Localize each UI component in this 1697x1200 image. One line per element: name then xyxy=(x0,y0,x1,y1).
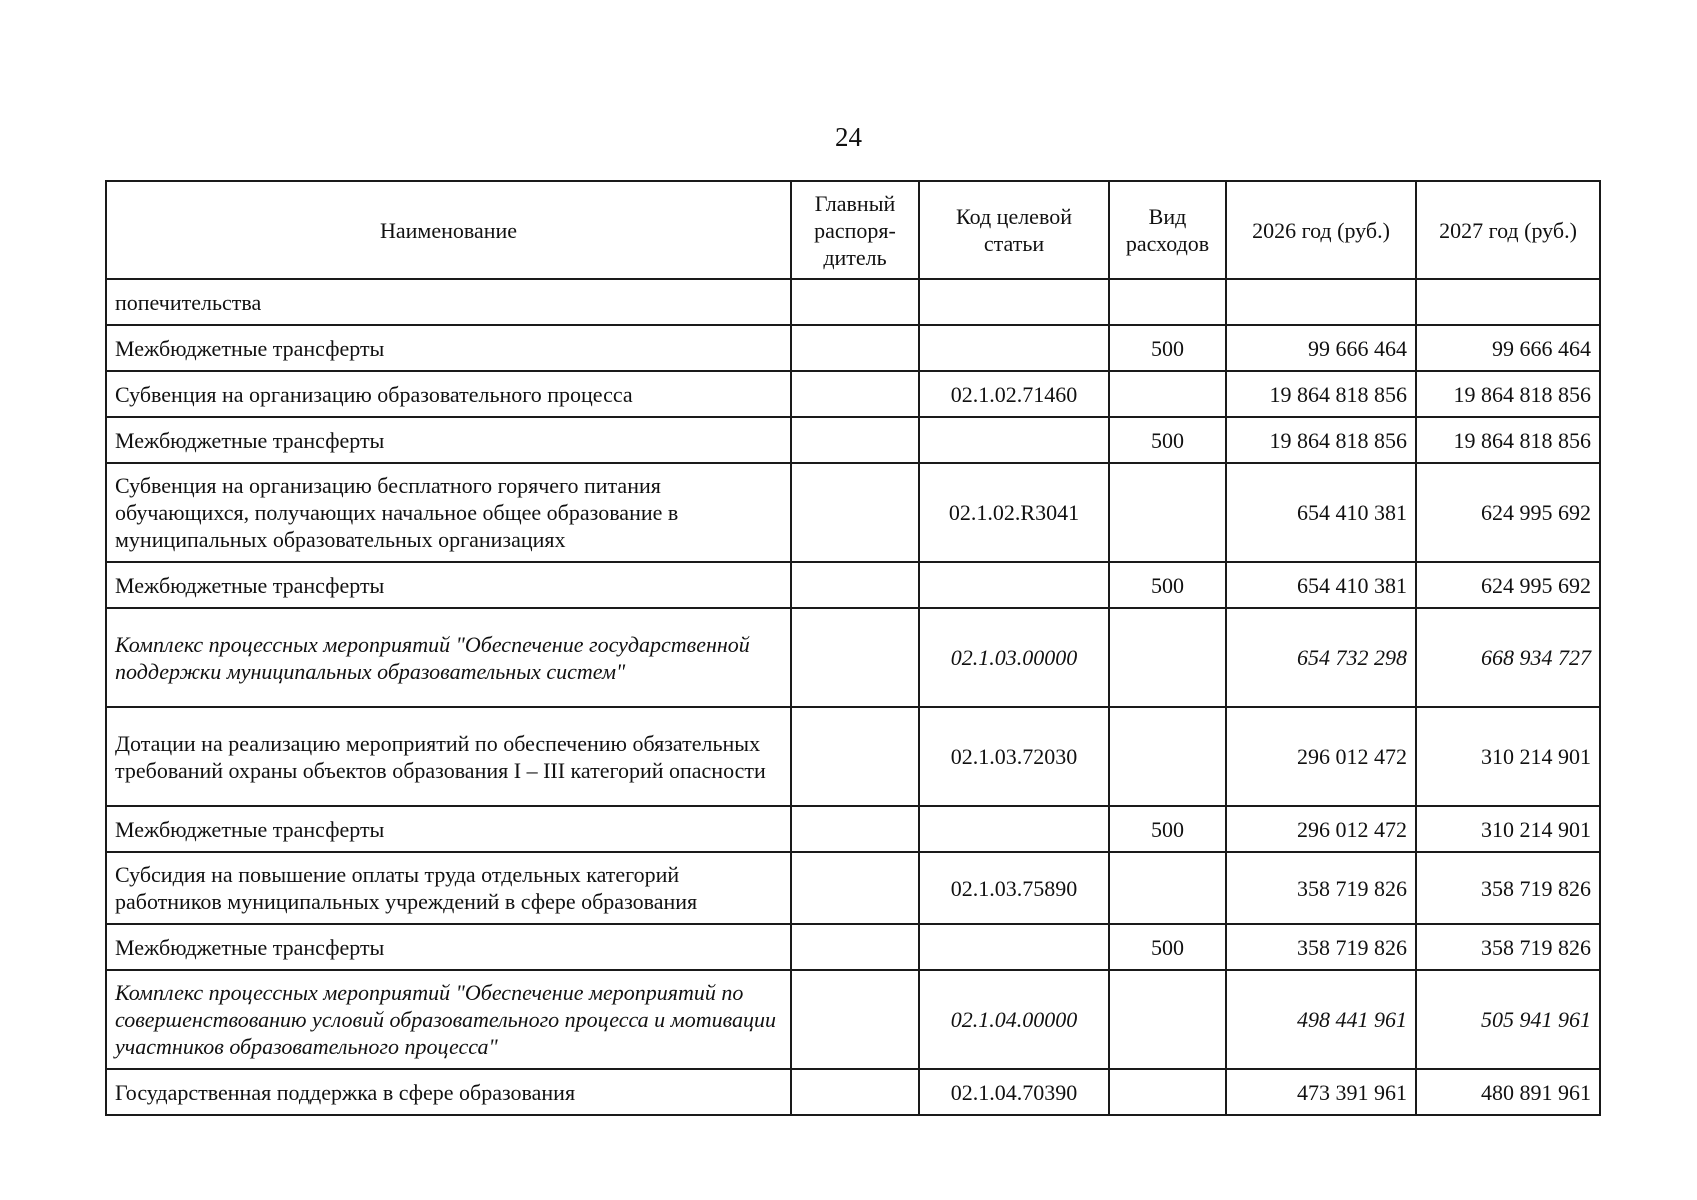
cell-name: Комплекс процессных мероприятий "Обеспечение государственной поддержки муниципальных образовательных систем" xyxy=(106,608,791,707)
table-row xyxy=(106,924,1600,970)
cell-manager xyxy=(791,707,919,806)
table-row xyxy=(106,325,1600,371)
cell-manager xyxy=(791,371,919,417)
cell-manager xyxy=(791,1069,919,1115)
cell-type xyxy=(1109,279,1226,325)
cell-2027: 480 891 961 xyxy=(1416,1069,1600,1115)
cell-code: 02.1.03.75890 xyxy=(919,852,1109,924)
cell-name: Субсидия на повышение оплаты труда отдельных категорий работников муниципальных учреждений в сфере образования xyxy=(106,852,791,924)
cell-2026: 296 012 472 xyxy=(1226,806,1416,852)
header-manager: Главный распоря-дитель xyxy=(791,181,919,279)
cell-code xyxy=(919,562,1109,608)
cell-2026: 654 732 298 xyxy=(1226,608,1416,707)
cell-2026: 473 391 961 xyxy=(1226,1069,1416,1115)
cell-type: 500 xyxy=(1109,562,1226,608)
cell-2027: 624 995 692 xyxy=(1416,463,1600,562)
cell-type: 500 xyxy=(1109,417,1226,463)
cell-2026: 654 410 381 xyxy=(1226,463,1416,562)
cell-code: 02.1.03.72030 xyxy=(919,707,1109,806)
cell-2027: 505 941 961 xyxy=(1416,970,1600,1069)
cell-code: 02.1.02.R3041 xyxy=(919,463,1109,562)
table-row xyxy=(106,852,1600,924)
table-row xyxy=(106,463,1600,562)
budget-table xyxy=(105,180,1601,1116)
cell-2026: 498 441 961 xyxy=(1226,970,1416,1069)
cell-2027: 310 214 901 xyxy=(1416,806,1600,852)
cell-manager xyxy=(791,463,919,562)
cell-type xyxy=(1109,1069,1226,1115)
cell-2027: 668 934 727 xyxy=(1416,608,1600,707)
cell-2027: 19 864 818 856 xyxy=(1416,417,1600,463)
cell-manager xyxy=(791,970,919,1069)
cell-2027: 310 214 901 xyxy=(1416,707,1600,806)
cell-manager xyxy=(791,417,919,463)
cell-code xyxy=(919,924,1109,970)
table-row xyxy=(106,1069,1600,1115)
cell-code xyxy=(919,325,1109,371)
cell-manager xyxy=(791,279,919,325)
cell-2027: 19 864 818 856 xyxy=(1416,371,1600,417)
cell-2026: 19 864 818 856 xyxy=(1226,417,1416,463)
cell-name: Межбюджетные трансферты xyxy=(106,325,791,371)
table-row xyxy=(106,707,1600,806)
page-number: 24 xyxy=(835,122,862,152)
header-type: Вид расходов xyxy=(1109,181,1226,279)
cell-manager xyxy=(791,325,919,371)
cell-code xyxy=(919,806,1109,852)
table-row xyxy=(106,608,1600,707)
header-2026: 2026 год (руб.) xyxy=(1226,181,1416,279)
cell-name: Межбюджетные трансферты xyxy=(106,417,791,463)
cell-2026 xyxy=(1226,279,1416,325)
table-row xyxy=(106,970,1600,1069)
table-row xyxy=(106,806,1600,852)
cell-code: 02.1.04.00000 xyxy=(919,970,1109,1069)
cell-type xyxy=(1109,463,1226,562)
table-row xyxy=(106,279,1600,325)
cell-code: 02.1.02.71460 xyxy=(919,371,1109,417)
cell-2026: 296 012 472 xyxy=(1226,707,1416,806)
cell-2026: 99 666 464 xyxy=(1226,325,1416,371)
cell-2026: 358 719 826 xyxy=(1226,924,1416,970)
cell-code: 02.1.04.70390 xyxy=(919,1069,1109,1115)
cell-2027 xyxy=(1416,279,1600,325)
cell-name: Межбюджетные трансферты xyxy=(106,924,791,970)
cell-manager xyxy=(791,608,919,707)
cell-type xyxy=(1109,608,1226,707)
header-2027: 2027 год (руб.) xyxy=(1416,181,1600,279)
cell-code xyxy=(919,279,1109,325)
cell-type xyxy=(1109,852,1226,924)
cell-2026: 19 864 818 856 xyxy=(1226,371,1416,417)
cell-2027: 358 719 826 xyxy=(1416,852,1600,924)
cell-code xyxy=(919,417,1109,463)
table-header-row xyxy=(106,181,1600,279)
cell-name: Субвенция на организацию образовательного процесса xyxy=(106,371,791,417)
cell-type xyxy=(1109,707,1226,806)
table-row xyxy=(106,371,1600,417)
cell-2027: 358 719 826 xyxy=(1416,924,1600,970)
table-row xyxy=(106,417,1600,463)
cell-manager xyxy=(791,806,919,852)
cell-2026: 358 719 826 xyxy=(1226,852,1416,924)
cell-name: Государственная поддержка в сфере образования xyxy=(106,1069,791,1115)
cell-type xyxy=(1109,970,1226,1069)
cell-type: 500 xyxy=(1109,924,1226,970)
cell-name: Субвенция на организацию бесплатного горячего питания обучающихся, получающих начальное общее образование в муниципальных образовательных организациях xyxy=(106,463,791,562)
cell-name: попечительства xyxy=(106,279,791,325)
cell-manager xyxy=(791,924,919,970)
cell-2026: 654 410 381 xyxy=(1226,562,1416,608)
cell-type: 500 xyxy=(1109,806,1226,852)
cell-name: Межбюджетные трансферты xyxy=(106,806,791,852)
cell-type: 500 xyxy=(1109,325,1226,371)
header-code: Код целевой статьи xyxy=(919,181,1109,279)
table-row xyxy=(106,562,1600,608)
cell-type xyxy=(1109,371,1226,417)
cell-name: Межбюджетные трансферты xyxy=(106,562,791,608)
cell-manager xyxy=(791,852,919,924)
cell-2027: 99 666 464 xyxy=(1416,325,1600,371)
cell-2027: 624 995 692 xyxy=(1416,562,1600,608)
cell-name: Дотации на реализацию мероприятий по обеспечению обязательных требований охраны объектов образования I – III категорий опасности xyxy=(106,707,791,806)
cell-code: 02.1.03.00000 xyxy=(919,608,1109,707)
cell-manager xyxy=(791,562,919,608)
header-name: Наименование xyxy=(106,181,791,279)
cell-name: Комплекс процессных мероприятий "Обеспечение мероприятий по совершенствованию условий образовательного процесса и мотивации участников образовательного процесса" xyxy=(106,970,791,1069)
